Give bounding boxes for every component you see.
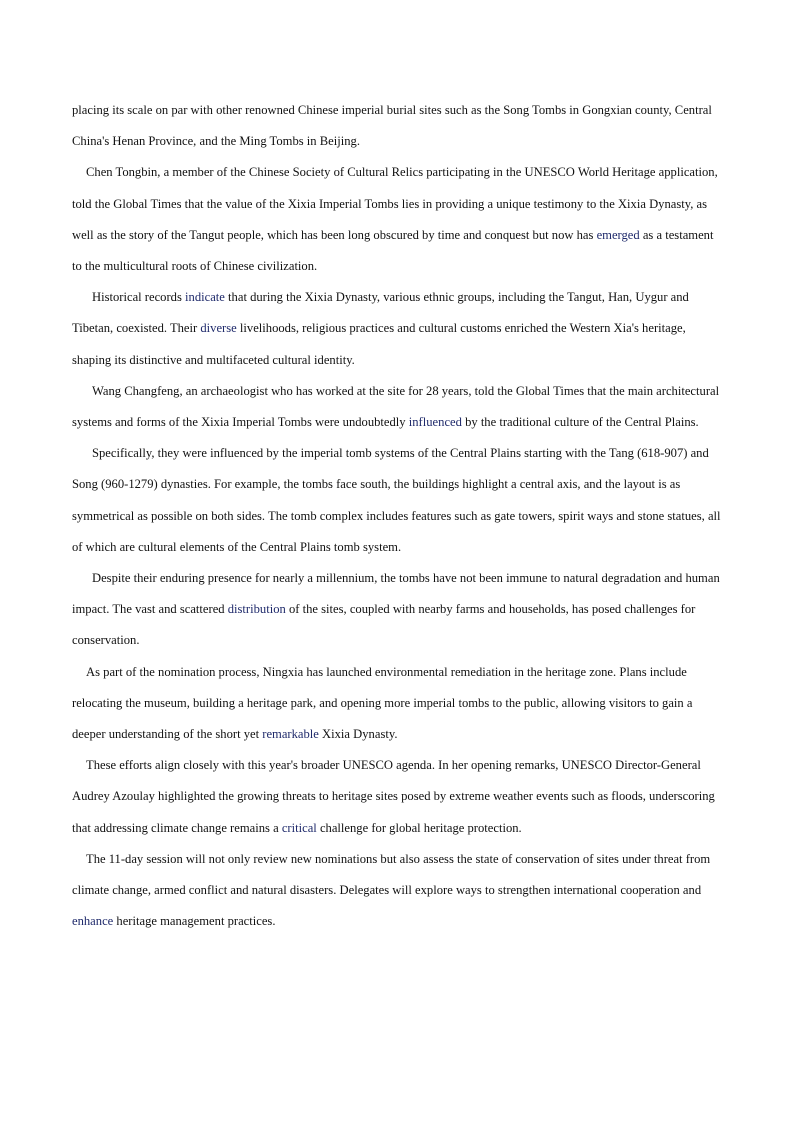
paragraph — [72, 95, 724, 157]
paragraph-text: heritage management practices. — [113, 914, 276, 929]
highlighted-word: critical — [281, 820, 317, 835]
paragraph-text: Specifically, they were influenced by the imperial tomb systems of the Central Plains starting with the Tang (618-907) and Song (960-1279) dynasties. For example, the tombs face south, the buildings highlight a central axis, and the layout is as symmetrical as possible on both sides. The tomb complex includes features such as gate towers, spirit ways and stone statues, all of which are cultural elements of the Central Plains tomb system. — [72, 446, 721, 554]
paragraph-text: Wang Changfeng, an archaeologist who has worked at the site for 28 years, told the Global Times that the main architectural systems and forms of the Xixia Imperial Tombs were undoubtedly — [72, 383, 720, 430]
paragraph-text: challenge for global heritage protection. — [316, 820, 522, 835]
highlighted-word: indicate — [185, 290, 225, 305]
highlighted-word: enhance — [72, 914, 114, 929]
paragraph-text: As part of the nomination process, Ningxia has launched environmental remediation in the heritage zone. Plans include relocating the museum, building a heritage park, and opening more imperial tombs to the public, allowing visitors to gain a deeper understanding of the short yet — [72, 664, 693, 742]
paragraph-text: Historical records — [92, 290, 186, 305]
paragraph — [72, 282, 724, 376]
paragraph-text: Despite their enduring presence for nearly a millennium, the tombs have not been immune to natural degradation and human impact. The vast and scattered — [72, 571, 720, 617]
paragraph — [72, 657, 724, 751]
paragraph-text: as a testament to the multicultural roots of Chinese civilization. — [72, 227, 714, 274]
paragraph — [72, 750, 724, 844]
paragraph — [72, 376, 724, 438]
paragraph-text: livelihoods, religious practices and cultural customs enriched the Western Xia's heritage, shaping its distinctive and multifaceted cultural identity. — [72, 321, 686, 367]
highlighted-word: remarkable — [262, 727, 319, 742]
paragraph-text: placing its scale on par with other renowned Chinese imperial burial sites such as the Song Tombs in Gongxian county, Central China's Henan Province, and the Ming Tombs in Beijing. — [72, 103, 712, 149]
paragraph-text: by the traditional culture of the Central Plains. — [461, 415, 699, 430]
paragraph-text: Chen Tongbin, a member of the Chinese Society of Cultural Relics participating in the UNESCO World Heritage application, told the Global Times that the value of the Xixia Imperial Tombs lies in providing a unique testimony to the Xixia Dynasty, as well as the story of the Tangut people, which has been long obscured by time and conquest but now has — [72, 165, 718, 242]
paragraph-text: These efforts align closely with this year's broader UNESCO agenda. In her opening remarks, UNESCO Director-General Audrey Azoulay highlighted the growing threats to heritage sites posed by extreme weather events such as floods, underscoring that addressing climate change remains a — [72, 758, 715, 835]
paragraph-text: Xixia Dynasty. — [318, 727, 398, 742]
paragraph — [72, 844, 724, 938]
highlighted-word: distribution — [227, 602, 286, 617]
paragraph-text: of the sites, coupled with nearby farms and households, has posed challenges for conservation. — [72, 602, 696, 648]
paragraph — [72, 157, 724, 282]
highlighted-word: emerged — [596, 227, 640, 242]
article-body — [72, 95, 724, 937]
highlighted-word: influenced — [408, 415, 462, 430]
paragraph-text: that during the Xixia Dynasty, various ethnic groups, including the Tangut, Han, Uygur and Tibetan, coexisted. Their — [72, 290, 689, 336]
paragraph — [72, 438, 724, 563]
paragraph — [72, 563, 724, 657]
highlighted-word: diverse — [200, 321, 237, 336]
paragraph-text: The 11-day session will not only review new nominations but also assess the state of conservation of sites under threat from climate change, armed conflict and natural disasters. Delegates will explore ways to strengthen international cooperation and — [72, 851, 711, 898]
